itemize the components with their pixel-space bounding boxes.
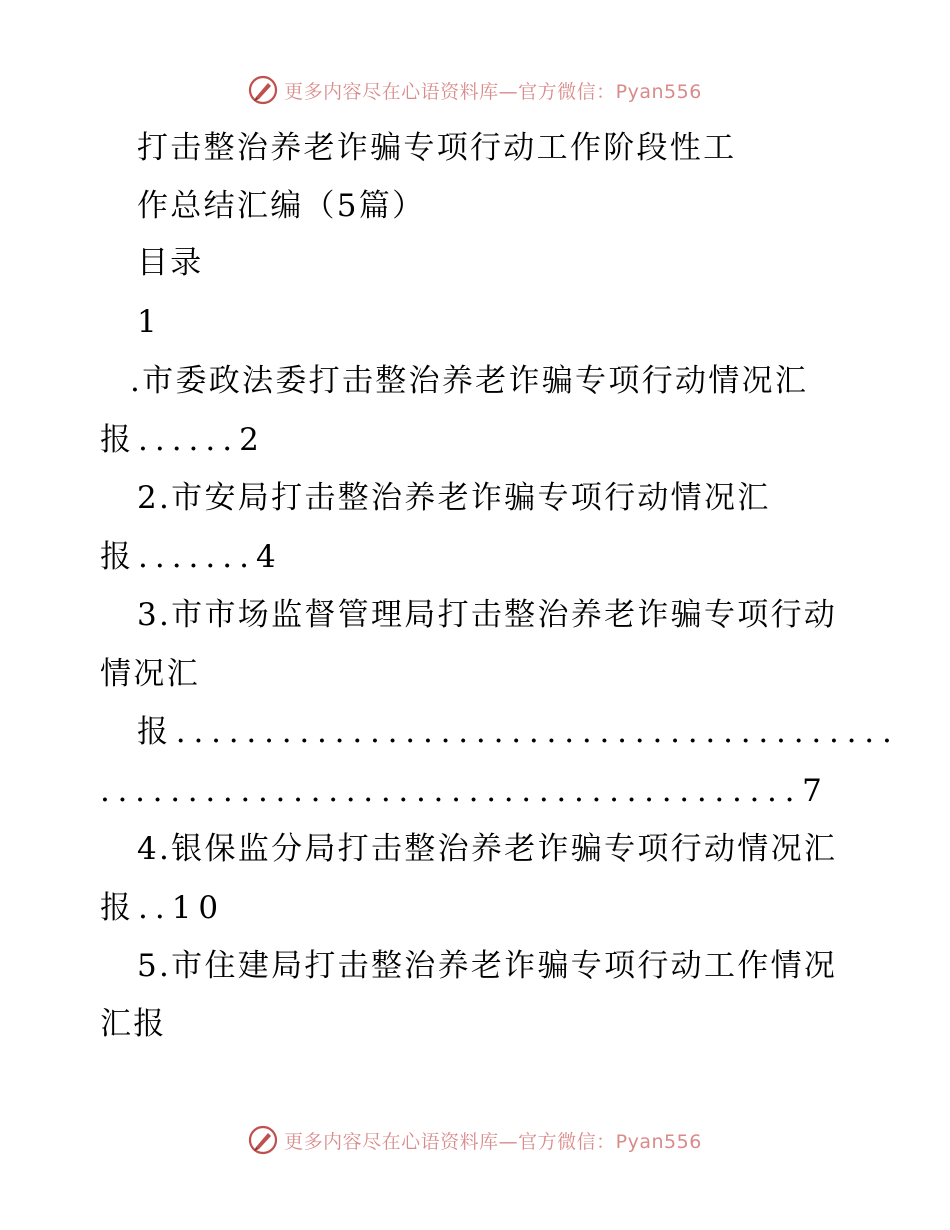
toc-number-1: 1 [137,304,160,340]
toc-item-1-line-2: 报......2 [100,422,266,458]
toc-item-2-line-1: 2.市安局打击整治养老诈骗专项行动情况汇 [137,480,771,516]
toc-item-4-line-1: 4.银保监分局打击整治养老诈骗专项行动情况汇 [137,831,838,867]
toc-heading: 目录 [137,245,204,281]
title-line-1: 打击整治养老诈骗专项行动工作阶段性工 [137,130,737,166]
toc-item-4-line-2: 报..10 [100,890,226,926]
title-line-2: 作总结汇编（5篇） [137,188,426,224]
toc-item-5-line-1: 5.市住建局打击整治养老诈骗专项行动工作情况 [137,948,838,984]
pen-logo-icon [248,75,278,105]
toc-item-3-line-4: ........................................7 [100,773,830,809]
toc-item-1-line-1: .市委政法委打击整治养老诈骗专项行动情况汇 [130,363,809,399]
toc-item-3-line-2: 情况汇 [100,656,200,692]
footer-watermark [0,1120,950,1160]
toc-item-2-line-2: 报.......4 [100,539,283,575]
watermark-text: 更多内容尽在心语资料库—官方微信：Pyan556 [284,80,702,103]
toc-item-3-line-1: 3.市市场监督管理局打击整治养老诈骗专项行动 [137,597,838,633]
pen-logo-icon [248,1125,278,1155]
toc-item-3-line-3: 报......................................... [137,714,900,750]
watermark-text: 更多内容尽在心语资料库—官方微信：Pyan556 [284,1130,702,1153]
header-watermark [0,70,950,110]
toc-item-5-line-2: 汇报 [100,1006,167,1042]
